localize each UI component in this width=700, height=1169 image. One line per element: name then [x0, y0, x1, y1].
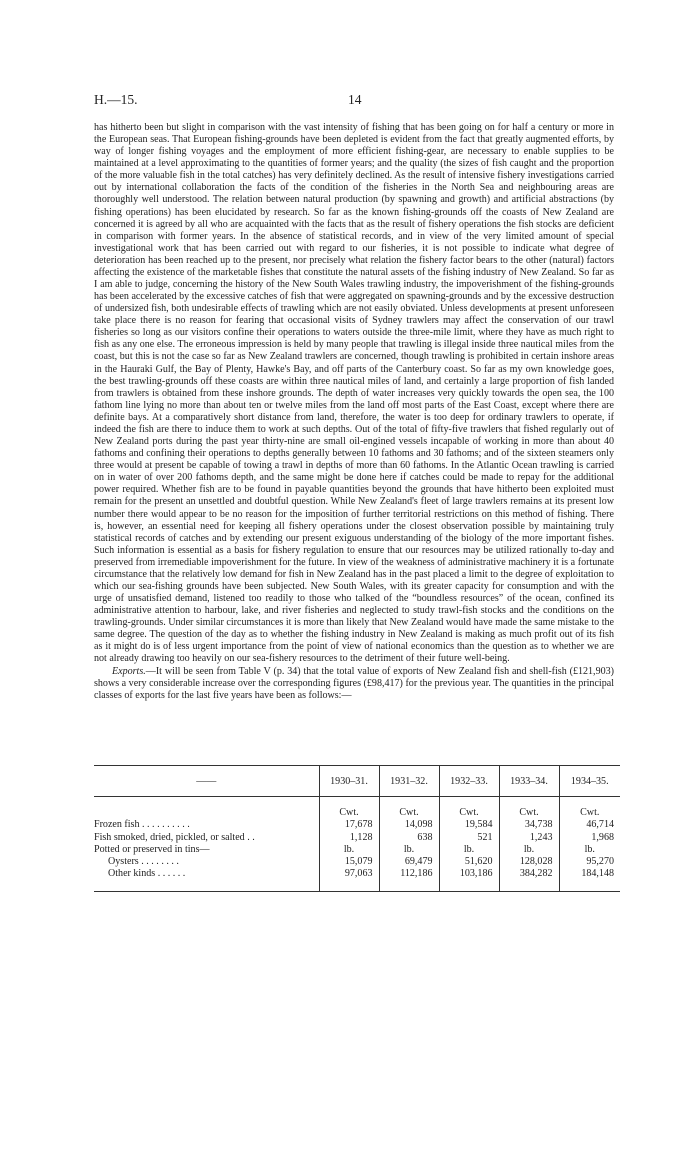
- table-row: [94, 807, 620, 819]
- column-header: 1933–34.: [499, 766, 559, 797]
- table-spacer: [94, 881, 620, 892]
- row-label: Fish smoked, dried, pickled, or salted: [94, 831, 245, 843]
- table-cell: 1,968: [559, 832, 620, 844]
- table-cell: 15,079: [319, 856, 379, 868]
- table-row: [94, 856, 620, 868]
- unit-label: Cwt.: [499, 807, 559, 819]
- unit-label: Cwt.: [319, 807, 379, 819]
- column-header: 1932–33.: [439, 766, 499, 797]
- table-row: [94, 832, 620, 844]
- column-header: 1931–32.: [379, 766, 439, 797]
- table-header-row: [94, 766, 620, 797]
- paragraph-continuation: has hitherto been but slight in comparison with the vast intensity of fishing that has been going on for half a century or more in the European seas. That European fishing-grounds have been depleted is evident from the fact that greatly augmented efforts, by way of longer fishing voyages and the employment of more efficient fishing-gear, are necessary to enable supplies to be maintained at a level approximating to the quantities of former years; and the quality (the sizes of fish caught and the proportion of the more valuable fish in the total catches) has very definitely declined. As the result of intensive fishery investigations carried out by international collaboration the facts of the condition of the fisheries in the North Sea and neighbouring areas are thoroughly well understood. The relation between natural production (by spawning and growth) and artificial abstractions (by fishing operations) has been elucidated by research. So far as the known fishing-grounds off the coasts of New Zealand are concerned it is agreed by all who are acquainted with the facts that as the result of fishery operations the fish stocks are deficient in comparison with former years. In the absence of statistical records, and in view of the very limited amount of special investigational work that has been carried out with regard to our fisheries, it is not possible to indicate what degree of deterioration has been reached up to the present, nor precisely what relation the fishery factor bears to the other (natural) factors affecting the existence of the marketable fishes that constitute the natural assets of the fishing industry of New Zealand. So far as I am able to judge, concerning the history of the New South Wales trawling industry, the impoverishment of the fishing-grounds has been accelerated by the excessive catches of fish that were aggregated on spawning-grounds and by the excessive destruction of undersized fish, both undesirable effects of trawling which are not easily obviated. Unless developments at present unforeseen take place there is no reason for fearing that occasional visits of Sydney trawlers may affect the conservation of our trawl fisheries so long as our visitors confine their operations to waters outside the three-mile limit, where they have as much right to fish as any one else. The erroneous impression is held by many people that trawling is illegal inside three nautical miles from the coast, but this is not the case so far as New Zealand trawlers are concerned, though trawling is prohibited in certain inshore areas in the Hauraki Gulf, the Bay of Plenty, Hawke's Bay, and off parts of the Canterbury coast. So far as my own knowledge goes, the best trawling-grounds off these coasts are within three nautical miles of land, and certainly a large proportion of fish landed from trawlers is obtained from these inshore grounds. The depth of water increases very quickly towards the open sea, the 100 fathom line lying no more than about ten or twelve miles from the land off most parts of the East Coast, except where there are definite bays. At a comparatively short distance from land, therefore, the water is too deep for ordinary trawlers to operate, if indeed the fish are there to induce them to work at such depths. Out of the total of fifty-five trawlers that fished regularly out of New Zealand ports during the past year thirty-nine are small oil-engined vessels incapable of working in more than about 40 fathoms and confining their operations to depths generally between 10 fathoms and 30 fathoms; and of the sixteen steamers only three would at present be capable of towing a trawl in depths of more than 60 fathoms. In the Atlantic Ocean trawling is carried on in water of over 200 fathoms depth, and the same might be done here if catches could be made to repay for the additional power required. Whether fish are to be found in payable quantities beyond the grounds that have hitherto been exploited must remain for the present an unsettled and doubtful question. While New Zealand's fleet of large trawlers remains at its present low number there would appear to be no reason for the imposition of further territorial restrictions on this method of fishing. There is, however, an essential need for keeping all fishery operations under the closest observation possible by maintaining truly statistical records of catches and by extending our present exiguous understanding of the biology of the more important fishes. Such information is essential as a basis for fishery regulation to ensure that our resources may be utilized rationally to-day and preserved from irremediable impoverishment for the future. In view of the weakness of administrative machinery it is a fortunate circumstance that the relatively low demand for fish in New Zealand has in the past placed a limit to the degree of exploitation to which our sea-fishing grounds have been subjected. New South Wales, with its greater capacity for consumption and with the urge of unsatisfied demand, listened too readily to those who talked of the “boundless resources” of the ocean, confined its administrative attention to harbour, lake, and river fisheries and neglected to study trawl-fish stocks and the conditions on the trawling-grounds. Under similar circumstances it is more than likely that New Zealand would have made the same mistake to the same degree. The question of the day as to whether the fishing industry in New Zealand is making as much profit out of its fish as it might do is of less urgent importance from the point of view of national economics than the question as to whether we are not already drawing too heavily on our sea-fishery resources to the detriment of their future well-being.: [94, 122, 614, 665]
- table-spacer: [94, 797, 620, 808]
- table-cell: 14,098: [379, 819, 439, 831]
- exports-heading: Exports.: [112, 665, 146, 677]
- unit-label: Cwt.: [379, 807, 439, 819]
- table-cell: 1,128: [319, 832, 379, 844]
- unit-label: lb.: [439, 844, 499, 856]
- table-cell: 384,282: [499, 868, 559, 880]
- dot-leader: . . . . . .: [157, 868, 186, 880]
- unit-label: lb.: [319, 844, 379, 856]
- body-text: [94, 122, 614, 702]
- table-row: [94, 844, 620, 856]
- unit-label: lb.: [379, 844, 439, 856]
- table-cell: 521: [439, 832, 499, 844]
- table-cell: 1,243: [499, 832, 559, 844]
- unit-label: Cwt.: [559, 807, 620, 819]
- row-label: Other kinds: [108, 868, 156, 880]
- table-cell: 112,186: [379, 868, 439, 880]
- unit-label: lb.: [559, 844, 620, 856]
- row-label: Oysters: [108, 856, 139, 868]
- unit-label: Cwt.: [439, 807, 499, 819]
- table-cell: 97,063: [319, 868, 379, 880]
- column-header: 1930–31.: [319, 766, 379, 797]
- table-cell: 51,620: [439, 856, 499, 868]
- table-row: [94, 868, 620, 880]
- table-cell: 46,714: [559, 819, 620, 831]
- row-label: Frozen fish: [94, 819, 140, 831]
- table-cell: 184,148: [559, 868, 620, 880]
- dot-leader: . .: [247, 831, 255, 843]
- table-cell: 17,678: [319, 819, 379, 831]
- column-header: 1934–35.: [559, 766, 620, 797]
- table-cell: 103,186: [439, 868, 499, 880]
- row-label: Potted or preserved in tins—: [94, 843, 210, 855]
- dot-leader: . . . . . . . . . .: [142, 819, 190, 831]
- table-cell: 638: [379, 832, 439, 844]
- document-reference: H.—15.: [94, 92, 138, 107]
- exports-text: —It will be seen from Table V (p. 34) that the total value of exports of New Zealand fish and shell-fish (£121,903) shows a very considerable increase over the corresponding figures (£98,417) for the previous year. The quantities in the principal classes of exports for the last five years have been as follows:—: [94, 665, 614, 701]
- table-cell: 34,738: [499, 819, 559, 831]
- table-corner: ——: [94, 766, 319, 797]
- table-cell: 69,479: [379, 856, 439, 868]
- table-cell: 95,270: [559, 856, 620, 868]
- page-header: [94, 92, 614, 110]
- table-row: [94, 819, 620, 831]
- dot-leader: . . . . . . . .: [141, 856, 179, 868]
- paragraph-exports: [94, 666, 614, 702]
- page-number: 14: [348, 92, 362, 107]
- unit-label: lb.: [499, 844, 559, 856]
- table-cell: 19,584: [439, 819, 499, 831]
- exports-table: [94, 765, 620, 892]
- table-cell: 128,028: [499, 856, 559, 868]
